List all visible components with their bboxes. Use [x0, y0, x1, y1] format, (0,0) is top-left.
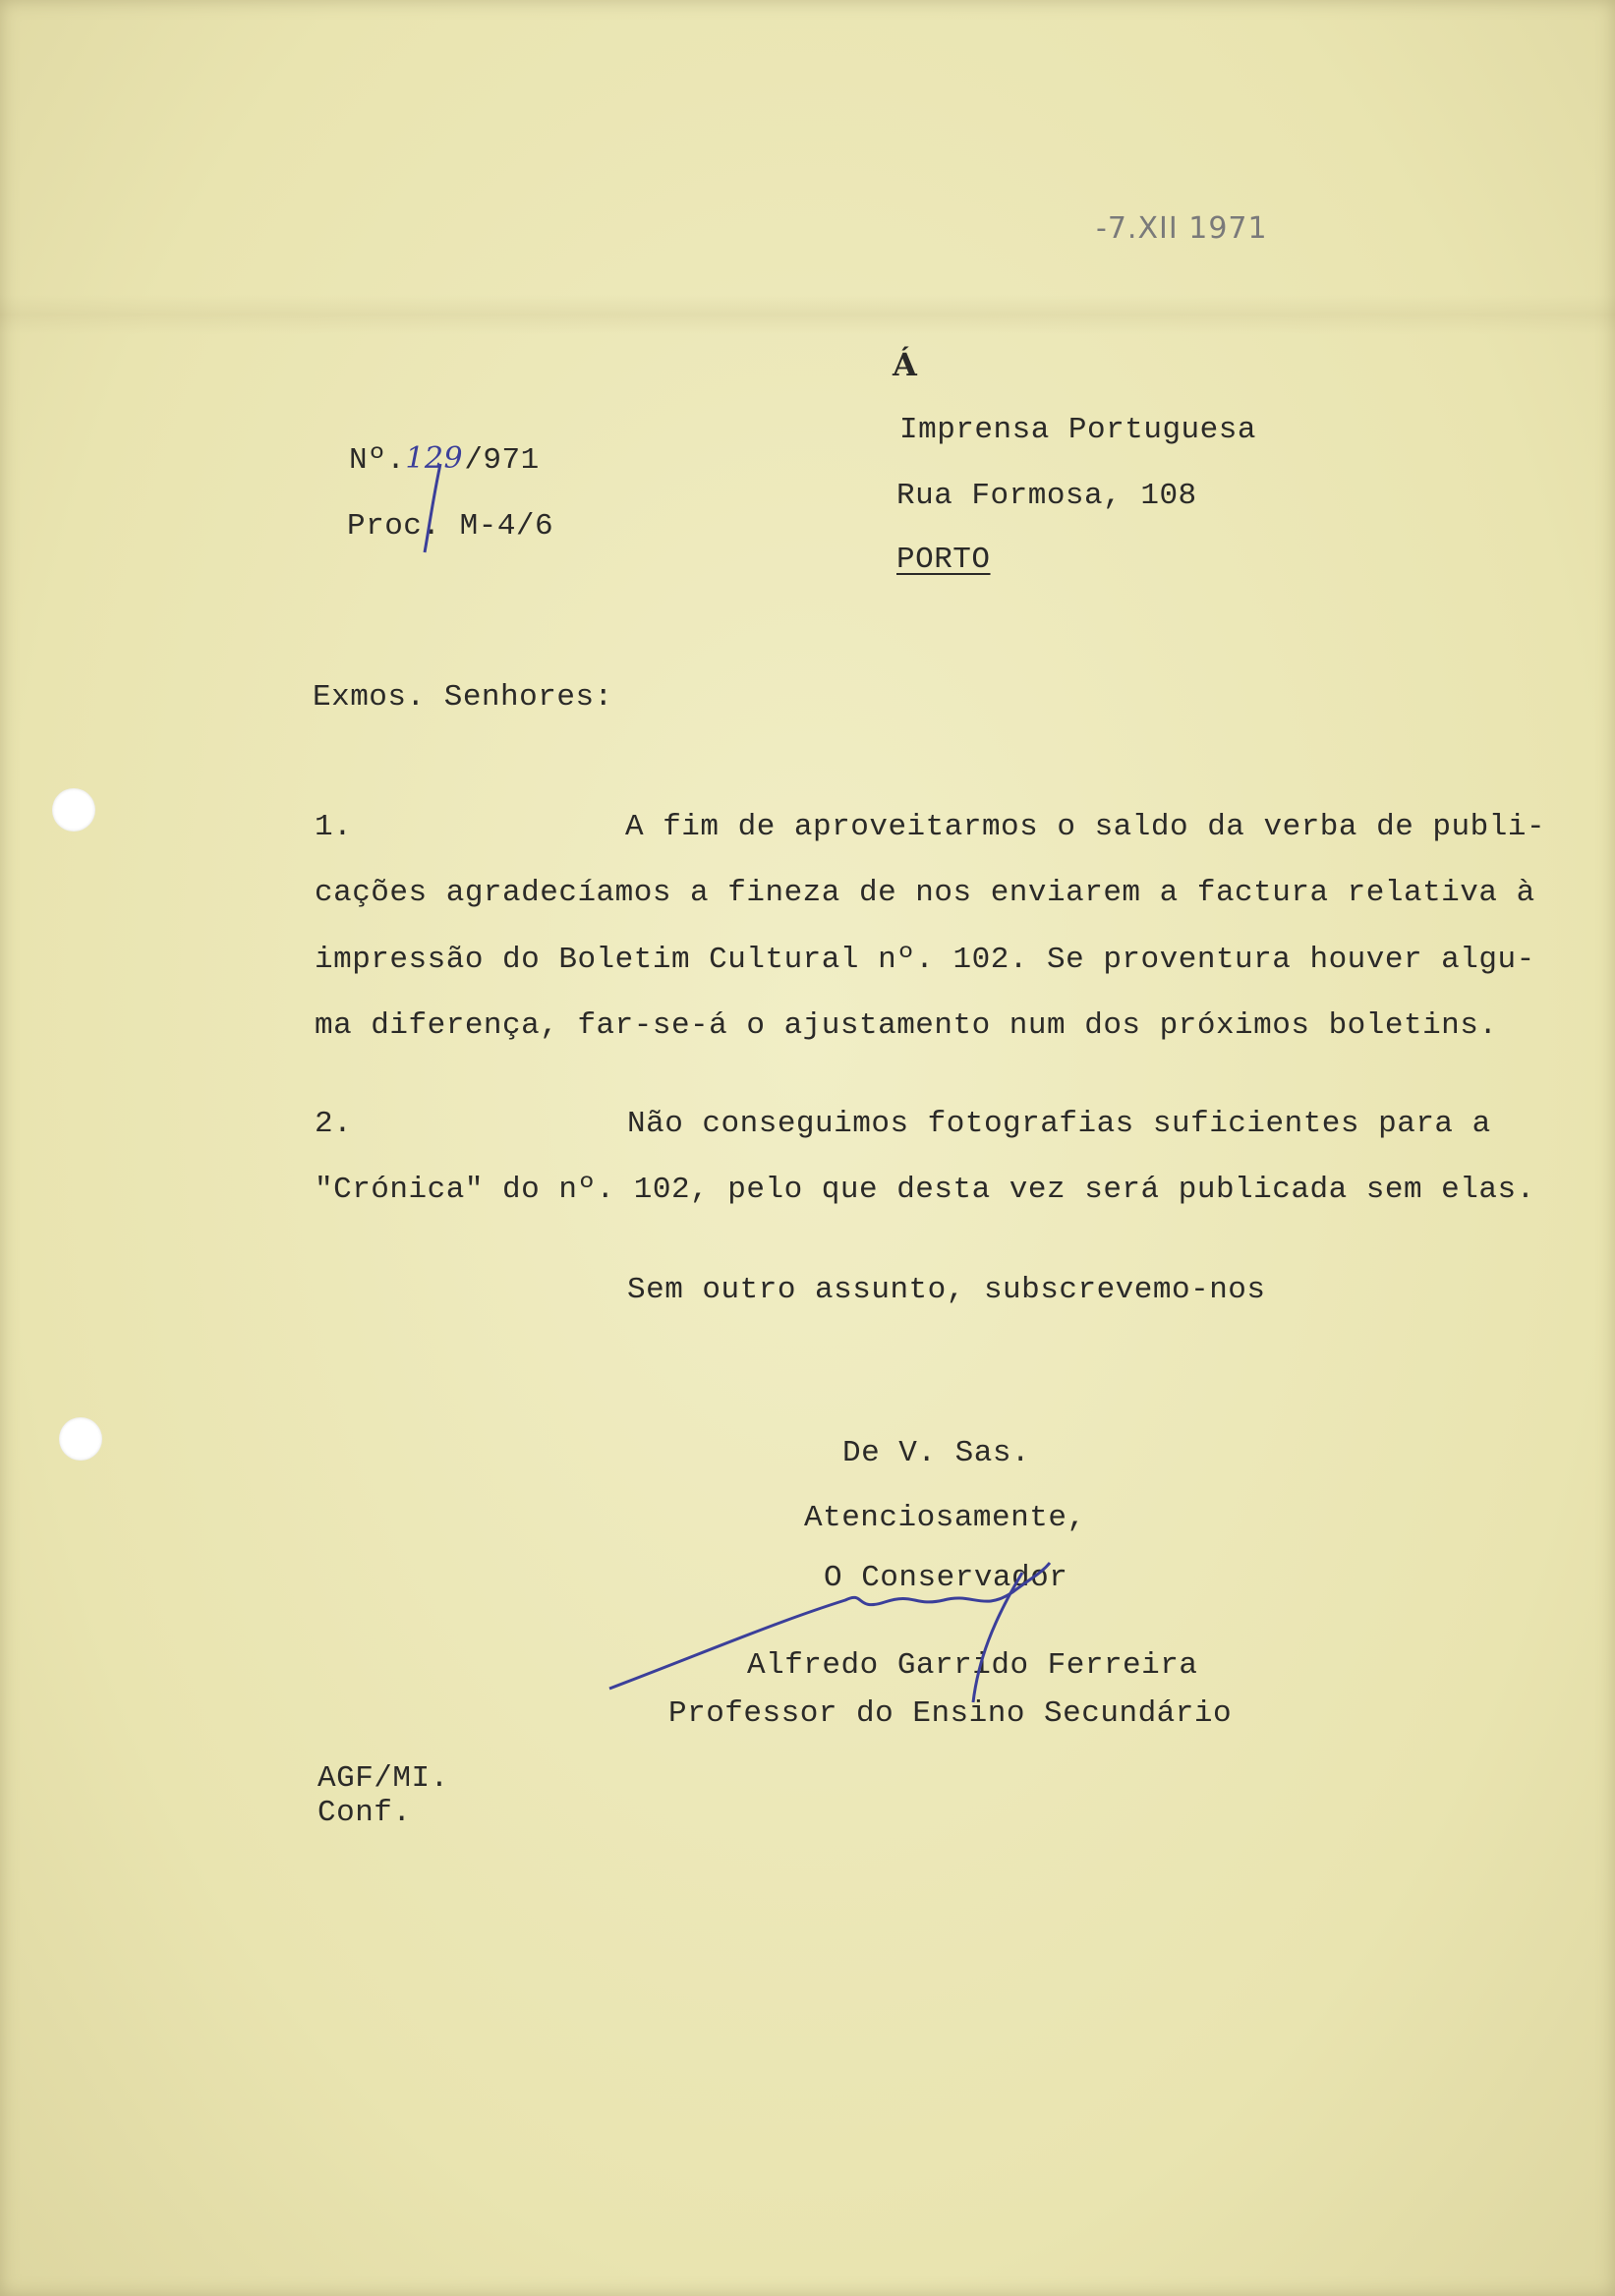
signature-role: O Conservador: [824, 1561, 1068, 1595]
paragraph-2-number: 2.: [315, 1107, 353, 1141]
reference-suffix: /971: [464, 443, 540, 478]
punch-hole-top: [52, 788, 95, 832]
signatory-name: Alfredo Garrido Ferreira: [747, 1648, 1198, 1683]
footer-conf: Conf.: [317, 1796, 412, 1830]
date-stamp: -7.XII 1971: [1096, 211, 1268, 246]
signature-stroke: [609, 1563, 1050, 1689]
paragraph-1-line-3: impressão do Boletim Cultural nº. 102. Se proventura houver algu-: [315, 943, 1535, 977]
accent-mark: Á: [893, 346, 918, 383]
recipient-city: PORTO: [896, 543, 991, 577]
punch-hole-bottom: [59, 1417, 102, 1461]
reference-handwritten-number: 129: [405, 441, 464, 476]
paragraph-2-line-2: "Crónica" do nº. 102, pelo que desta vez será publicada sem elas.: [315, 1173, 1535, 1207]
salutation: Exmos. Senhores:: [313, 680, 613, 715]
signature-regards: Atenciosamente,: [804, 1501, 1086, 1535]
signatory-title: Professor do Ensino Secundário: [668, 1696, 1233, 1731]
process-reference: Proc. M-4/6: [347, 509, 554, 544]
paragraph-1-line-4: ma diferença, far-se-á o ajustamento num dos próximos boletins.: [315, 1008, 1498, 1043]
paragraph-2-line-1: Não conseguimos fotografias suficientes para a: [627, 1107, 1491, 1141]
paragraph-1-line-1: A fim de aproveitarmos o saldo da verba de publi-: [625, 810, 1546, 844]
paragraph-1-line-2: cações agradecíamos a fineza de nos enviarem a factura relativa à: [315, 876, 1535, 910]
reference-prefix: Nº.: [349, 443, 406, 478]
closing-line: Sem outro assunto, subscrevemo-nos: [627, 1273, 1266, 1307]
footer-initials: AGF/MI.: [317, 1761, 449, 1796]
recipient-street: Rua Formosa, 108: [896, 479, 1197, 513]
reference-pen-stroke: [425, 464, 440, 552]
signature-greeting: De V. Sas.: [842, 1436, 1031, 1470]
recipient-name: Imprensa Portuguesa: [899, 413, 1256, 447]
paragraph-1-number: 1.: [315, 810, 353, 844]
